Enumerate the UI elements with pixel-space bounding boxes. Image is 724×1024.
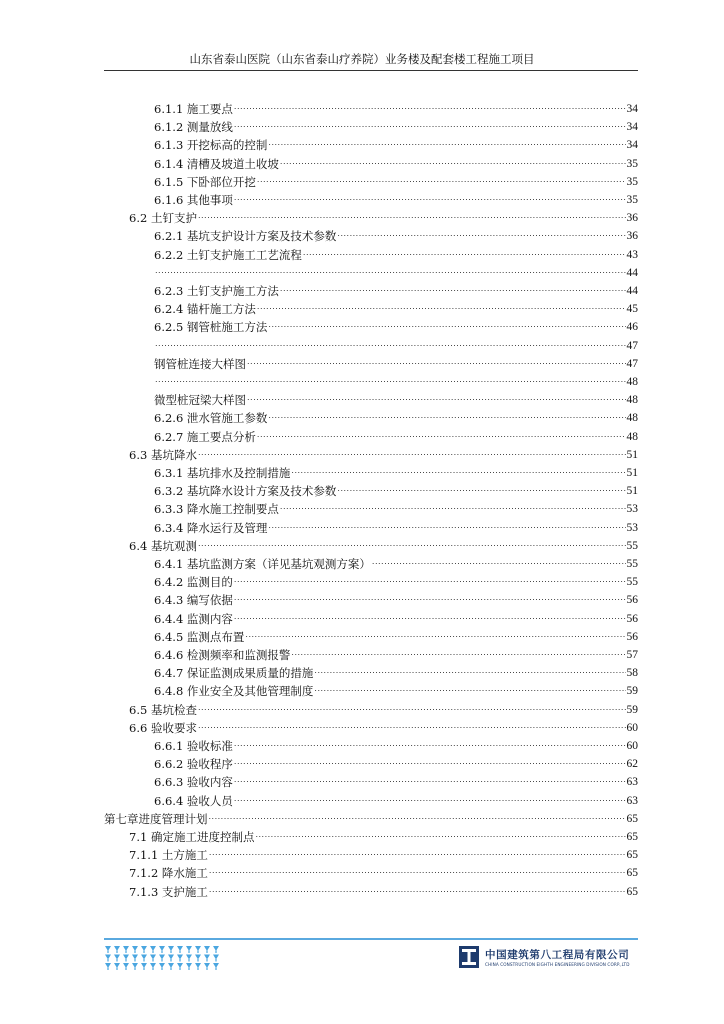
toc-leader-dots	[314, 682, 625, 696]
toc-leader-dots	[280, 282, 626, 296]
toc-entry-page: 34	[626, 103, 638, 115]
toc-leader-dots	[268, 136, 625, 150]
toc-entry[interactable]	[154, 335, 638, 353]
toc-entry-page: 60	[626, 721, 638, 734]
toc-entry-title: 6.1.6 其他事项	[154, 193, 233, 207]
toc-entry-title: 6.3.4 降水运行及管理	[154, 520, 268, 535]
toc-entry-page: 59	[626, 685, 638, 698]
toc-entry-title: 6.2.5 钢管桩施工方法	[154, 320, 268, 335]
toc-entry[interactable]	[154, 553, 638, 571]
toc-entry[interactable]	[154, 426, 638, 444]
toc-entry[interactable]	[154, 244, 638, 262]
toc-entry-title: 6.6 验收要求	[129, 720, 197, 735]
toc-entry[interactable]	[154, 771, 638, 789]
company-name-en: CHINA CONSTRUCTION EIGHTH ENGINEERING DIVISION CORP.,LTD	[485, 962, 630, 967]
page-header: 山东省泰山医院（山东省泰山疗养院）业务楼及配套楼工程施工项目	[189, 52, 535, 66]
toc-entry-page: 48	[626, 376, 638, 388]
toc-entry-page: 44	[626, 285, 638, 297]
toc-leader-dots	[291, 464, 625, 478]
toc-entry-page: 59	[626, 703, 638, 716]
toc-entry-page: 63	[626, 776, 638, 789]
toc-entry-page: 56	[626, 594, 638, 607]
toc-entry-title: 7.1.3 支护施工	[129, 884, 208, 899]
toc-leader-dots	[234, 591, 626, 605]
toc-leader-dots	[268, 409, 625, 423]
toc-leader-dots	[255, 828, 625, 842]
toc-entry[interactable]	[129, 862, 638, 880]
toc-entry[interactable]	[154, 735, 638, 753]
toc-entry-page: 55	[626, 558, 638, 570]
toc-leader-dots	[234, 737, 626, 751]
toc-entry[interactable]	[154, 662, 638, 680]
toc-entry-page: 63	[626, 794, 638, 807]
toc-entry[interactable]	[129, 535, 638, 553]
toc-entry-title: 6.4.3 编写依据	[154, 593, 233, 608]
toc-entry-title: 7.1.1 土方施工	[129, 848, 208, 863]
toc-entry-title: 6.4.8 作业安全及其他管理制度	[154, 684, 314, 699]
toc-leader-dots	[198, 209, 626, 223]
footer-decorative-pattern	[104, 945, 222, 971]
toc-entry-page: 48	[626, 412, 638, 425]
toc-entry[interactable]	[154, 644, 638, 662]
toc-entry-title: 6.3 基坑降水	[129, 447, 197, 462]
toc-leader-dots	[372, 555, 626, 569]
toc-entry-page: 46	[626, 321, 638, 334]
toc-entry-title: 6.6.3 验收内容	[154, 775, 233, 790]
toc-leader-dots	[198, 719, 626, 733]
toc-entry[interactable]	[154, 407, 638, 425]
footer-divider	[104, 938, 638, 940]
toc-entry-page: 57	[626, 649, 638, 661]
toc-entry-page: 48	[626, 430, 638, 443]
toc-entry[interactable]	[154, 189, 638, 207]
toc-entry[interactable]	[154, 790, 638, 808]
toc-entry-page: 56	[626, 630, 638, 643]
toc-leader-dots	[198, 701, 626, 715]
toc-entry[interactable]	[154, 316, 638, 334]
toc-leader-dots	[247, 355, 626, 369]
toc-entry-title: 6.2.7 施工要点分析	[154, 429, 256, 444]
toc-entry-title: 钢管桩连接大样图	[154, 356, 246, 371]
toc-entry-title: 6.6.2 验收程序	[154, 757, 233, 772]
toc-entry-title: 6.4 基坑观测	[129, 538, 197, 553]
toc-entry[interactable]	[154, 626, 638, 644]
toc-leader-dots	[209, 864, 626, 878]
toc-entry-page: 34	[626, 121, 638, 134]
toc-entry-title: 6.6.4 验收人员	[154, 793, 233, 808]
toc-entry-page: 48	[626, 394, 638, 407]
toc-entry-page: 51	[626, 467, 638, 479]
toc-entry-title: 微型桩冠梁大样图	[154, 393, 246, 408]
toc-entry[interactable]	[154, 589, 638, 607]
toc-entry-page: 36	[626, 230, 638, 243]
toc-entry-title: 6.5 基坑检查	[129, 702, 197, 717]
toc-entry[interactable]	[129, 207, 638, 225]
toc-entry-page: 55	[626, 539, 638, 552]
toc-leader-dots	[234, 755, 626, 769]
toc-leader-dots	[234, 118, 626, 132]
toc-leader-dots	[234, 610, 626, 624]
toc-entry-page: 43	[626, 248, 638, 261]
toc-entry-title: 6.2.1 基坑支护设计方案及技术参数	[154, 229, 337, 244]
toc-leader-dots	[280, 500, 626, 514]
toc-entry-page: 56	[626, 612, 638, 625]
toc-entry[interactable]	[129, 826, 638, 844]
toc-entry[interactable]	[104, 808, 638, 826]
toc-entry[interactable]	[154, 171, 638, 189]
toc-entry-title: 6.4.6 检测频率和监测报警	[154, 648, 291, 662]
toc-entry-title: 6.3.3 降水施工控制要点	[154, 502, 279, 517]
toc-leader-dots	[268, 318, 625, 332]
toc-entry-page: 36	[626, 212, 638, 225]
toc-leader-dots	[209, 846, 626, 860]
toc-entry-title: 6.2.4 锚杆施工方法	[154, 302, 256, 317]
toc-entry-title: 6.2.6 泄水管施工参数	[154, 411, 268, 426]
toc-entry-title: 6.4.2 监测目的	[154, 575, 233, 590]
toc-leader-dots	[234, 773, 626, 787]
toc-entry[interactable]	[154, 608, 638, 626]
toc-entry[interactable]	[154, 571, 638, 589]
toc-entry-page: 34	[626, 139, 638, 152]
toc-entry[interactable]	[129, 717, 638, 735]
toc-entry[interactable]	[154, 517, 638, 535]
toc-leader-dots	[337, 482, 625, 496]
toc-entry-title: 6.4.7 保证监测成果质量的措施	[154, 666, 314, 681]
toc-entry-title: 7.1 确定施工进度控制点	[129, 830, 255, 844]
toc-entry-page: 35	[626, 175, 638, 188]
toc-entry-page: 65	[626, 885, 638, 898]
cscec-logo-icon	[459, 946, 479, 968]
toc-leader-dots	[291, 646, 625, 660]
toc-leader-dots	[155, 337, 626, 351]
toc-entry[interactable]	[154, 116, 638, 134]
toc-entry-title: 6.2.2 土钉支护施工工艺流程	[154, 247, 302, 262]
toc-entry-title: 6.3.1 基坑排水及控制措施	[154, 466, 291, 480]
toc-entry-title: 6.1.1 施工要点	[154, 102, 233, 116]
toc-entry-title: 6.4.4 监测内容	[154, 611, 233, 626]
toc-entry-title: 6.1.3 开挖标高的控制	[154, 138, 268, 153]
toc-entry[interactable]	[129, 444, 638, 462]
toc-leader-dots	[280, 155, 626, 169]
toc-entry-page: 53	[626, 521, 638, 534]
toc-leader-dots	[337, 227, 625, 241]
toc-leader-dots	[245, 628, 625, 642]
toc-entry[interactable]	[154, 462, 638, 480]
header-divider	[104, 70, 638, 71]
toc-entry[interactable]	[154, 498, 638, 516]
toc-entry-page: 65	[626, 867, 638, 880]
toc-entry-title: 6.1.5 下卧部位开挖	[154, 174, 256, 189]
toc-entry-title: 6.1.2 测量放线	[154, 120, 233, 135]
toc-entry[interactable]	[154, 389, 638, 407]
toc-leader-dots	[257, 300, 626, 314]
toc-entry-title: 第七章进度管理计划	[104, 811, 208, 826]
toc-entry-page: 44	[626, 266, 638, 279]
toc-leader-dots	[155, 373, 626, 387]
toc-entry[interactable]	[154, 353, 638, 371]
toc-leader-dots	[234, 100, 626, 114]
toc-entry[interactable]	[154, 134, 638, 152]
toc-entry[interactable]	[154, 298, 638, 316]
toc-leader-dots	[303, 246, 626, 260]
toc-entry-page: 45	[626, 303, 638, 316]
toc-entry[interactable]	[154, 753, 638, 771]
toc-leader-dots	[257, 173, 626, 187]
toc-entry-page: 65	[626, 831, 638, 843]
toc-leader-dots	[234, 573, 626, 587]
toc-entry[interactable]	[129, 881, 638, 899]
toc-entry[interactable]	[154, 680, 638, 698]
toc-entry-title: 6.6.1 验收标准	[154, 739, 233, 753]
toc-entry-title: 7.1.2 降水施工	[129, 866, 208, 881]
toc-entry-page: 55	[626, 576, 638, 589]
toc-leader-dots	[209, 810, 626, 824]
toc-entry-page: 47	[626, 339, 638, 352]
toc-entry[interactable]	[154, 280, 638, 298]
toc-entry-page: 65	[626, 812, 638, 825]
toc-entry[interactable]	[154, 371, 638, 389]
toc-entry-title: 6.4.5 监测点布置	[154, 629, 245, 644]
toc-leader-dots	[257, 428, 626, 442]
toc-entry[interactable]	[154, 98, 638, 116]
toc-entry-page: 62	[626, 758, 638, 771]
company-logo	[459, 946, 639, 972]
toc-leader-dots	[209, 883, 626, 897]
toc-entry-page: 58	[626, 667, 638, 680]
toc-entry-page: 53	[626, 503, 638, 516]
toc-leader-dots	[268, 519, 625, 533]
toc-leader-dots	[198, 537, 626, 551]
toc-leader-dots	[155, 264, 626, 278]
toc-entry-title: 6.4.1 基坑监测方案（详见基坑观测方案）	[154, 557, 371, 571]
toc-entry-page: 35	[626, 194, 638, 206]
toc-leader-dots	[314, 664, 625, 678]
toc-entry[interactable]	[154, 262, 638, 280]
toc-entry-title: 6.1.4 清槽及坡道土收坡	[154, 156, 279, 171]
toc-entry-page: 65	[626, 849, 638, 862]
toc-entry[interactable]	[154, 225, 638, 243]
toc-leader-dots	[247, 391, 626, 405]
toc-leader-dots	[234, 191, 626, 205]
toc-entry-title: 6.2 土钉支护	[129, 211, 197, 226]
toc-leader-dots	[234, 792, 626, 806]
toc-entry[interactable]	[129, 699, 638, 717]
toc-entry-page: 35	[626, 157, 638, 170]
toc-entry-page: 51	[626, 448, 638, 461]
toc-entry-title: 6.3.2 基坑降水设计方案及技术参数	[154, 484, 337, 499]
toc-entry[interactable]	[154, 480, 638, 498]
toc-entry-page: 47	[626, 357, 638, 370]
toc-entry-page: 60	[626, 740, 638, 752]
toc-entry[interactable]	[154, 153, 638, 171]
toc-entry-page: 51	[626, 485, 638, 498]
company-name-cn: 中国建筑第八工程局有限公司	[485, 949, 630, 961]
toc-entry[interactable]	[129, 844, 638, 862]
toc-entry-title: 6.2.3 土钉支护施工方法	[154, 284, 279, 298]
toc-leader-dots	[198, 446, 626, 460]
